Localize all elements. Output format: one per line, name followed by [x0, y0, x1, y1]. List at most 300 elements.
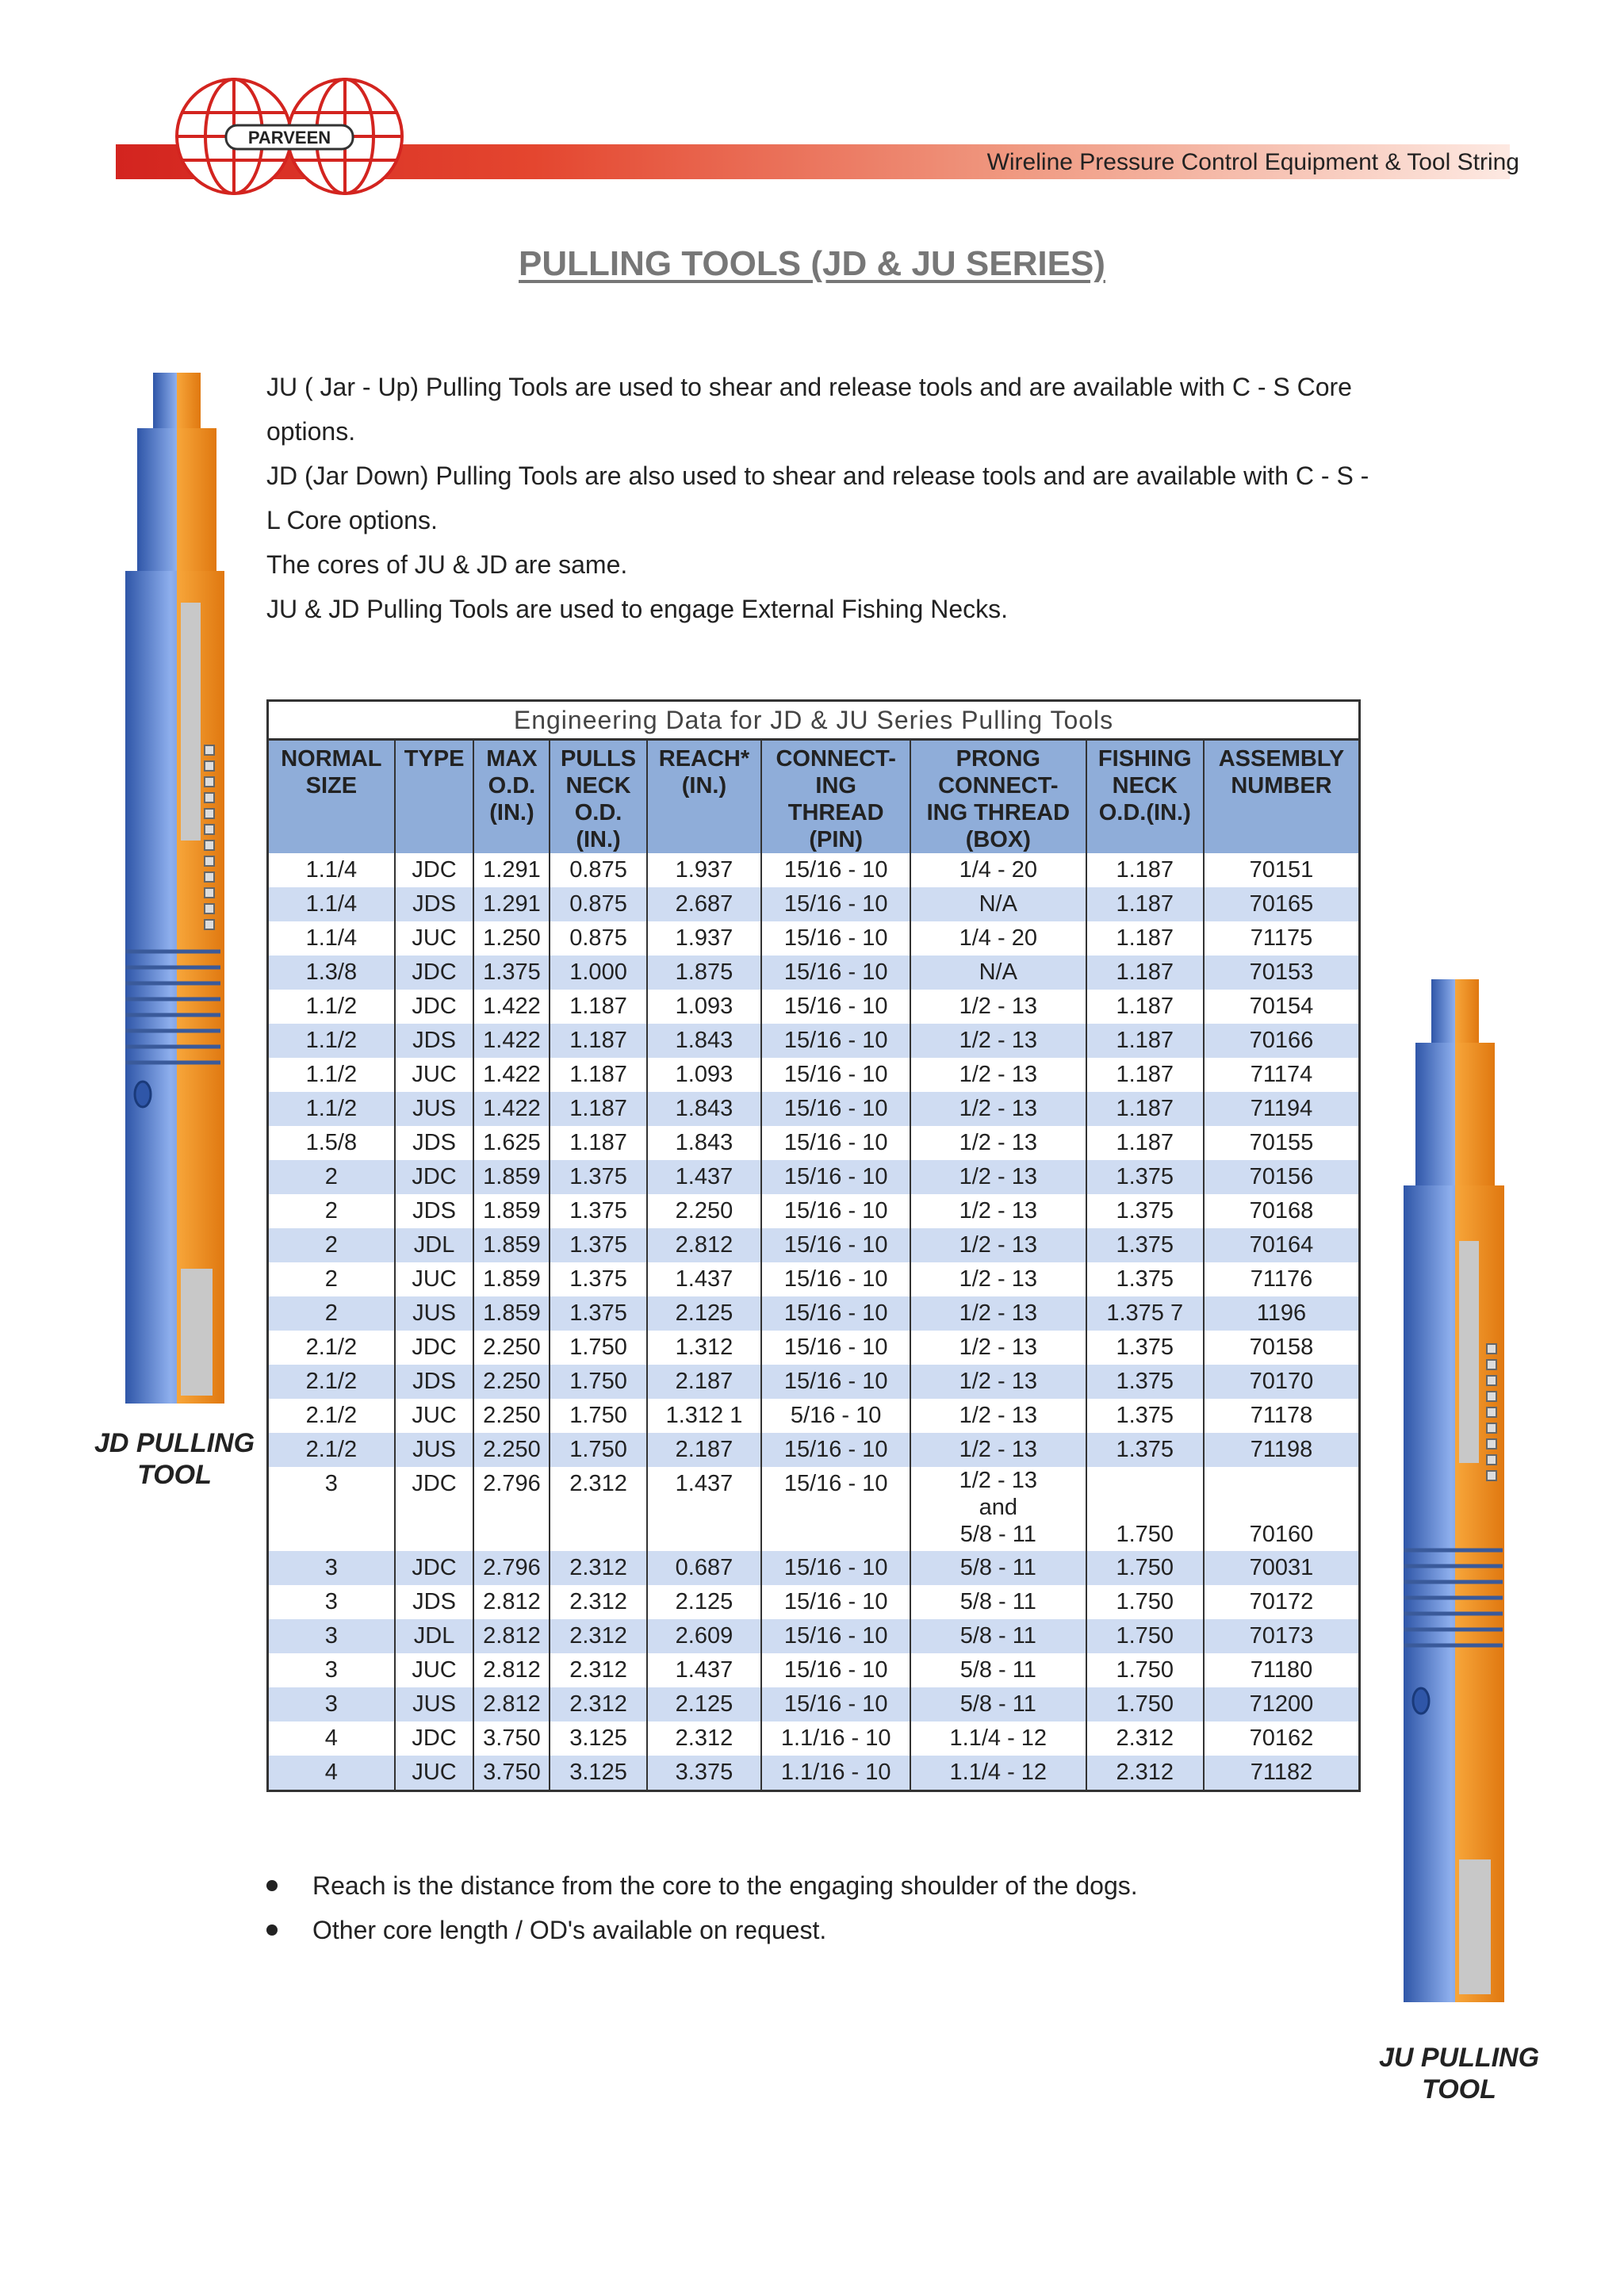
table-cell: JDC [395, 1160, 474, 1194]
table-cell: 1.1/4 [268, 887, 395, 921]
table-row [268, 1365, 1360, 1399]
table-cell: 1.422 [473, 1092, 550, 1126]
column-header [550, 740, 646, 854]
table-cell: JDS [395, 1585, 474, 1619]
column-header [268, 740, 395, 854]
table-cell: 1.750 [550, 1331, 646, 1365]
table-cell: 71200 [1204, 1687, 1360, 1721]
intro-paragraph: JU & JD Pulling Tools are used to engage External Fishing Necks. [266, 595, 1008, 623]
table-cell: 2.687 [647, 887, 762, 921]
column-header-line: O.D. [574, 800, 622, 825]
table-row [268, 1092, 1360, 1126]
table-cell: 2.250 [473, 1365, 550, 1399]
table-cell: 71182 [1204, 1756, 1360, 1791]
engineering-data-table [266, 699, 1361, 1792]
table-cell: 1.750 [550, 1365, 646, 1399]
table-cell: 2.796 [473, 1467, 550, 1551]
table-cell: 15/16 - 10 [761, 1467, 910, 1551]
table-cell: 1/2 - 13 [910, 1024, 1086, 1058]
table-cell: 3.750 [473, 1721, 550, 1756]
table-cell: 2.312 [550, 1467, 646, 1551]
bullet-icon [266, 1924, 278, 1936]
table-cell: 71175 [1204, 921, 1360, 956]
table-cell: 3 [268, 1619, 395, 1653]
table-cell: 71198 [1204, 1433, 1360, 1467]
table-row [268, 1399, 1360, 1433]
table-cell: 1.187 [1086, 1126, 1204, 1160]
table-cell: 15/16 - 10 [761, 1296, 910, 1331]
ju-tool-caption: JU PULLING TOOL [1378, 2043, 1540, 2104]
table-cell: 1.375 [473, 956, 550, 990]
table-cell: 2.312 [550, 1551, 646, 1585]
table-cell: JDC [395, 1331, 474, 1365]
table-cell: 1.291 [473, 887, 550, 921]
table-cell: 70173 [1204, 1619, 1360, 1653]
table-cell: 2.125 [647, 1585, 762, 1619]
table-cell: 2.812 [473, 1585, 550, 1619]
table-cell: 1/2 - 13 [910, 1160, 1086, 1194]
table-cell: 1.859 [473, 1228, 550, 1262]
table-cell: 2.250 [647, 1194, 762, 1228]
table-row [268, 1024, 1360, 1058]
table-cell: JDL [395, 1228, 474, 1262]
table-cell: 71178 [1204, 1399, 1360, 1433]
table-cell: 1.375 [550, 1194, 646, 1228]
table-cell: JUC [395, 921, 474, 956]
column-header-line: (IN.) [681, 773, 727, 798]
table-row [268, 1721, 1360, 1756]
column-header-line: MAX [486, 746, 538, 772]
table-cell: 15/16 - 10 [761, 1365, 910, 1399]
table-cell: 1/2 - 13 [910, 1262, 1086, 1296]
table-cell: 5/16 - 10 [761, 1399, 910, 1433]
table-cell: JUC [395, 1262, 474, 1296]
table-cell: 1.859 [473, 1262, 550, 1296]
table-cell: 1.187 [1086, 1092, 1204, 1126]
table-row [268, 956, 1360, 990]
table-row [268, 1467, 1360, 1551]
column-header-line: PRONG [956, 746, 1040, 772]
table-cell: 2.250 [473, 1331, 550, 1365]
table-cell: 3.750 [473, 1756, 550, 1791]
table-cell: 1.750 [1086, 1585, 1204, 1619]
table-cell: N/A [910, 887, 1086, 921]
table-cell: JUS [395, 1092, 474, 1126]
table-cell: 15/16 - 10 [761, 1687, 910, 1721]
column-header-line: ING THREAD [926, 800, 1071, 825]
table-cell: 2.1/2 [268, 1399, 395, 1433]
table-cell: 15/16 - 10 [761, 956, 910, 990]
table-cell: 2.312 [550, 1653, 646, 1687]
table-cell: 2.312 [550, 1585, 646, 1619]
table-cell: 2.312 [1086, 1756, 1204, 1791]
table-cell: 70153 [1204, 956, 1360, 990]
intro-paragraph: JD (Jar Down) Pulling Tools are also used to shear and release tools and are available with C - S - L Core options. [266, 461, 1369, 534]
column-header-line: FISHING [1097, 746, 1192, 772]
column-header [1086, 740, 1204, 854]
table-cell: 70162 [1204, 1721, 1360, 1756]
table-cell: 15/16 - 10 [761, 1092, 910, 1126]
table-cell: 70158 [1204, 1331, 1360, 1365]
table-cell: 2.187 [647, 1433, 762, 1467]
table-cell: 2 [268, 1160, 395, 1194]
table-cell: 1.187 [1086, 887, 1204, 921]
column-header-line: NUMBER [1231, 773, 1332, 798]
table-row [268, 1619, 1360, 1653]
table-cell: 71174 [1204, 1058, 1360, 1092]
column-header-line: CONNECT- [776, 746, 896, 772]
table-cell: 1.187 [550, 1092, 646, 1126]
table-cell: 1.375 [1086, 1433, 1204, 1467]
table-cell: 1.750 [1086, 1619, 1204, 1653]
table-cell: 1.859 [473, 1194, 550, 1228]
table-cell: 1.1/2 [268, 990, 395, 1024]
table-cell: 3.125 [550, 1756, 646, 1791]
table-cell: 2.312 [550, 1619, 646, 1653]
table-cell: 1/2 - 13 and 5/8 - 11 [910, 1467, 1086, 1551]
table-cell: 1.1/4 [268, 921, 395, 956]
table-cell: 1/4 - 20 [910, 921, 1086, 956]
column-header [761, 740, 910, 854]
table-cell: 5/8 - 11 [910, 1653, 1086, 1687]
table-cell: 3 [268, 1551, 395, 1585]
column-header-line: CONNECT- [938, 773, 1059, 798]
table-cell: 1.375 [1086, 1194, 1204, 1228]
table-cell: 1.859 [473, 1160, 550, 1194]
table-cell: 71176 [1204, 1262, 1360, 1296]
table-cell: 3 [268, 1467, 395, 1551]
table-cell: 1/2 - 13 [910, 1433, 1086, 1467]
table-cell: 1196 [1204, 1296, 1360, 1331]
column-header [1204, 740, 1360, 854]
table-cell: 15/16 - 10 [761, 1024, 910, 1058]
page-title: PULLING TOOLS (JD & JU SERIES) [519, 244, 1105, 283]
table-cell: 5/8 - 11 [910, 1585, 1086, 1619]
table-cell: 3 [268, 1585, 395, 1619]
column-header-line: NORMAL [281, 746, 382, 772]
table-row [268, 1228, 1360, 1262]
table-row [268, 1331, 1360, 1365]
table-body [268, 853, 1360, 1791]
jd-tool-caption: JD PULLING TOOL [94, 1428, 255, 1490]
table-cell: 3 [268, 1687, 395, 1721]
table-cell: 15/16 - 10 [761, 1551, 910, 1585]
table-cell: 1/2 - 13 [910, 1331, 1086, 1365]
table-cell: 1.422 [473, 1024, 550, 1058]
bullet-icon [266, 1880, 278, 1891]
table-cell: 1.375 [1086, 1399, 1204, 1433]
table-cell: 2.312 [1086, 1721, 1204, 1756]
table-cell: 5/8 - 11 [910, 1687, 1086, 1721]
table-cell: 1.1/16 - 10 [761, 1756, 910, 1791]
column-header [395, 740, 474, 854]
table-cell: 1.859 [473, 1296, 550, 1331]
table-cell: 2.812 [473, 1687, 550, 1721]
table-cell: 1/4 - 20 [910, 853, 1086, 887]
table-cell: 2.1/2 [268, 1433, 395, 1467]
table-cell: 2.312 [550, 1687, 646, 1721]
table-cell: 15/16 - 10 [761, 1262, 910, 1296]
table-caption: Engineering Data for JD & JU Series Pulling Tools [266, 699, 1361, 738]
table-cell: JDS [395, 887, 474, 921]
ju-pulling-tool-illustration [1380, 971, 1519, 2010]
footnote-item: Other core length / OD's available on request. [266, 1908, 1138, 1952]
jd-pulling-tool-illustration [102, 365, 236, 1411]
header-tagline: Wireline Pressure Control Equipment & Tool String [986, 149, 1519, 175]
table-cell: 4 [268, 1721, 395, 1756]
footnote-item: Reach is the distance from the core to the engaging shoulder of the dogs. [266, 1863, 1138, 1908]
table-cell: 1.437 [647, 1262, 762, 1296]
table-cell: 2 [268, 1228, 395, 1262]
column-header-line: NECK [1112, 773, 1178, 798]
table-cell: JDS [395, 1126, 474, 1160]
table-cell: 2.125 [647, 1687, 762, 1721]
table-cell: 2.812 [473, 1653, 550, 1687]
table-cell: 3 [268, 1653, 395, 1687]
table-cell: 1.1/16 - 10 [761, 1721, 910, 1756]
table-cell: 70156 [1204, 1160, 1360, 1194]
table-cell: 1.312 1 [647, 1399, 762, 1433]
intro-text [266, 365, 1377, 631]
table-cell: 1.187 [1086, 990, 1204, 1024]
table-cell: 1.750 [1086, 1653, 1204, 1687]
table-cell: 70160 [1204, 1467, 1360, 1551]
table-cell: 70172 [1204, 1585, 1360, 1619]
table-cell: 15/16 - 10 [761, 1194, 910, 1228]
column-header-line: SIZE [305, 773, 358, 798]
table-cell: 1.1/2 [268, 1058, 395, 1092]
table-cell: 15/16 - 10 [761, 1619, 910, 1653]
table-cell: 1/2 - 13 [910, 1365, 1086, 1399]
table-cell: JDC [395, 1467, 474, 1551]
table-cell: JUC [395, 1399, 474, 1433]
table-cell: 2.812 [473, 1619, 550, 1653]
table-cell: 1/2 - 13 [910, 990, 1086, 1024]
table-cell: 1.375 [1086, 1331, 1204, 1365]
table-row [268, 1160, 1360, 1194]
table-cell: 5/8 - 11 [910, 1551, 1086, 1585]
column-header-line: ASSEMBLY [1218, 746, 1345, 772]
table-cell: 1.5/8 [268, 1126, 395, 1160]
table-cell: 15/16 - 10 [761, 1433, 910, 1467]
table-header-row [268, 740, 1360, 854]
table-cell: 1/2 - 13 [910, 1296, 1086, 1331]
column-header-line: O.D. [488, 773, 536, 798]
table-cell: 1.875 [647, 956, 762, 990]
table-row [268, 1296, 1360, 1331]
footnotes [266, 1863, 1138, 1952]
table-cell: 70168 [1204, 1194, 1360, 1228]
table-cell: 15/16 - 10 [761, 1228, 910, 1262]
table-cell: 2.609 [647, 1619, 762, 1653]
table-cell: 70154 [1204, 990, 1360, 1024]
table-cell: JDS [395, 1365, 474, 1399]
table-cell: JDC [395, 1721, 474, 1756]
table-cell: 1.1/4 - 12 [910, 1721, 1086, 1756]
parveen-globe-logo-icon [159, 73, 420, 200]
table-cell: 1.187 [1086, 1058, 1204, 1092]
table-cell: 70165 [1204, 887, 1360, 921]
table-cell: 1.093 [647, 1058, 762, 1092]
table-cell: 15/16 - 10 [761, 990, 910, 1024]
table-cell: 15/16 - 10 [761, 1126, 910, 1160]
table-cell: 15/16 - 10 [761, 1653, 910, 1687]
table-cell: 2.1/2 [268, 1331, 395, 1365]
table-cell: 1.375 [550, 1262, 646, 1296]
table-cell: JDS [395, 1024, 474, 1058]
table-cell: 2 [268, 1262, 395, 1296]
table-cell: 2.812 [647, 1228, 762, 1262]
table-cell: 1.187 [550, 1024, 646, 1058]
column-header-line: (IN.) [576, 827, 621, 852]
table-row [268, 1551, 1360, 1585]
intro-paragraph: The cores of JU & JD are same. [266, 550, 628, 579]
table-cell: 2.250 [473, 1433, 550, 1467]
table-cell: 1.750 [1086, 1551, 1204, 1585]
table-cell: 1.250 [473, 921, 550, 956]
table-row [268, 887, 1360, 921]
table-cell: 70170 [1204, 1365, 1360, 1399]
column-header [910, 740, 1086, 854]
table-cell: N/A [910, 956, 1086, 990]
table-cell: 1.750 [550, 1399, 646, 1433]
table-cell: 1/2 - 13 [910, 1058, 1086, 1092]
table-cell: 1.422 [473, 990, 550, 1024]
table-row [268, 1058, 1360, 1092]
table-row [268, 1585, 1360, 1619]
table-cell: 1.625 [473, 1126, 550, 1160]
table-cell: JDS [395, 1194, 474, 1228]
column-header-line: PULLS [561, 746, 637, 772]
table-cell: 1.422 [473, 1058, 550, 1092]
column-header [647, 740, 762, 854]
table-cell: 1.750 [1086, 1687, 1204, 1721]
table-cell: 71180 [1204, 1653, 1360, 1687]
table-cell: 71194 [1204, 1092, 1360, 1126]
table-cell: JUS [395, 1296, 474, 1331]
table-cell: 1.437 [647, 1467, 762, 1551]
table-cell: 2.796 [473, 1551, 550, 1585]
table-cell: 1.1/4 - 12 [910, 1756, 1086, 1791]
table-cell: JUS [395, 1687, 474, 1721]
table-cell: 1.000 [550, 956, 646, 990]
column-header-line: NECK [565, 773, 631, 798]
table-cell: 1/2 - 13 [910, 1126, 1086, 1160]
table-cell: JUC [395, 1756, 474, 1791]
table-cell: 15/16 - 10 [761, 1585, 910, 1619]
table-cell: 1.375 [550, 1296, 646, 1331]
table-cell: 15/16 - 10 [761, 1058, 910, 1092]
table-cell: 0.875 [550, 887, 646, 921]
table-cell: 1.093 [647, 990, 762, 1024]
column-header-line: ING [815, 773, 856, 798]
table-cell: JDL [395, 1619, 474, 1653]
table-cell: 1.187 [1086, 1024, 1204, 1058]
table-cell: 1.1/2 [268, 1092, 395, 1126]
table-cell: 1.187 [550, 1126, 646, 1160]
table-cell: 1/2 - 13 [910, 1194, 1086, 1228]
column-header-line: THREAD [787, 800, 884, 825]
table-row [268, 921, 1360, 956]
intro-paragraph: JU ( Jar - Up) Pulling Tools are used to shear and release tools and are available with C - S Core options. [266, 373, 1352, 446]
table-cell: 70166 [1204, 1024, 1360, 1058]
table-cell: 1.750 [550, 1433, 646, 1467]
column-header-line: (BOX) [965, 827, 1031, 852]
table-cell: 5/8 - 11 [910, 1619, 1086, 1653]
table-row [268, 1194, 1360, 1228]
table-row [268, 1433, 1360, 1467]
table-cell: 1.843 [647, 1092, 762, 1126]
table-cell: 1.187 [1086, 853, 1204, 887]
table-cell: 15/16 - 10 [761, 1160, 910, 1194]
column-header-line: REACH* [658, 746, 750, 772]
table-cell: 1.187 [550, 1058, 646, 1092]
table-row [268, 990, 1360, 1024]
table-cell: 70031 [1204, 1551, 1360, 1585]
table-cell: JUC [395, 1653, 474, 1687]
table-row [268, 1126, 1360, 1160]
table-cell: JDC [395, 853, 474, 887]
table-cell: 2.250 [473, 1399, 550, 1433]
table-cell: 1.937 [647, 921, 762, 956]
table-cell: 15/16 - 10 [761, 887, 910, 921]
table-cell: 15/16 - 10 [761, 853, 910, 887]
table-cell: 1.750 [1086, 1467, 1204, 1551]
table-cell: 3.125 [550, 1721, 646, 1756]
table-cell: 1.375 [1086, 1228, 1204, 1262]
table-cell: 1.187 [1086, 956, 1204, 990]
table-cell: 1.843 [647, 1024, 762, 1058]
table-cell: 1.375 [1086, 1262, 1204, 1296]
table-cell: 1.375 [550, 1228, 646, 1262]
table-cell: 1.375 [1086, 1160, 1204, 1194]
table-cell: 2.312 [647, 1721, 762, 1756]
brand-name: PARVEEN [247, 128, 331, 147]
table-cell: JDC [395, 1551, 474, 1585]
table-cell: 1.291 [473, 853, 550, 887]
table-cell: 1.843 [647, 1126, 762, 1160]
column-header [473, 740, 550, 854]
table-cell: 2.1/2 [268, 1365, 395, 1399]
table-cell: 1.312 [647, 1331, 762, 1365]
table-cell: 2 [268, 1296, 395, 1331]
table-cell: 70151 [1204, 853, 1360, 887]
table-cell: 2.187 [647, 1365, 762, 1399]
table-cell: 70164 [1204, 1228, 1360, 1262]
table-cell: 1.1/2 [268, 1024, 395, 1058]
column-header-line: O.D.(IN.) [1098, 800, 1191, 825]
table-cell: 1.187 [1086, 921, 1204, 956]
table-cell: JDC [395, 990, 474, 1024]
table-cell: 3.375 [647, 1756, 762, 1791]
column-header-line: TYPE [404, 746, 465, 772]
table-cell: 1.1/4 [268, 853, 395, 887]
table-cell: 1.375 7 [1086, 1296, 1204, 1331]
table-cell: 2.125 [647, 1296, 762, 1331]
table-cell: 70155 [1204, 1126, 1360, 1160]
table-cell: 1/2 - 13 [910, 1228, 1086, 1262]
column-header-line: (PIN) [809, 827, 863, 852]
table-cell: 1.187 [550, 990, 646, 1024]
table-row [268, 853, 1360, 887]
table-cell: 0.687 [647, 1551, 762, 1585]
table-cell: 15/16 - 10 [761, 1331, 910, 1365]
table-cell: 1.437 [647, 1653, 762, 1687]
table-row [268, 1653, 1360, 1687]
column-header-line: (IN.) [489, 800, 534, 825]
table-cell: 1/2 - 13 [910, 1092, 1086, 1126]
table-cell: 2 [268, 1194, 395, 1228]
